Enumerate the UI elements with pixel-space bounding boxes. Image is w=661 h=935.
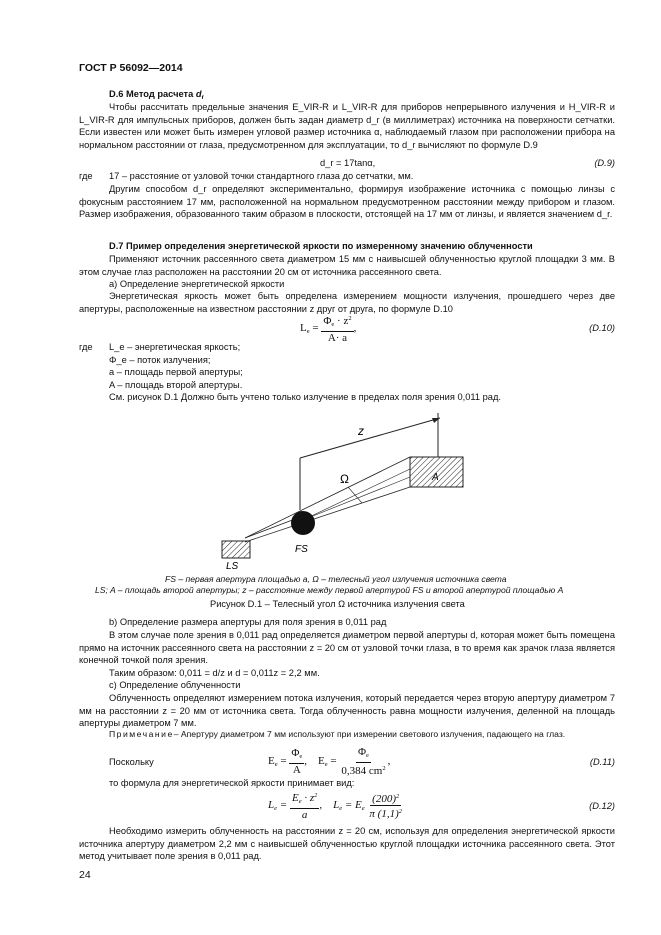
d6-formula: d_r = 17tanα, — [320, 158, 376, 168]
where-label: где — [79, 171, 93, 181]
section-title-sub: r — [201, 94, 205, 101]
figure-legend-1: FS – первая апертура площадью a, Ω – телесный угол излучения источника света — [165, 574, 507, 584]
ray-mid1 — [303, 469, 410, 520]
section-d7-title: D.7 Пример определения энергетической яркости по измеренному значению облученности — [109, 241, 533, 251]
d6-formula-number: (D.9) — [594, 158, 615, 168]
where-item: Φ_e – поток излучения; — [109, 354, 211, 365]
final-paragraph: Необходимо измерить облученность на расстоянии z = 20 см, используя для определения энергетической яркости источника апертуру диаметром 2,2 мм с наивысшей облученностью круглой площадки источника рассеянного света. Этот метод учитывает поле зрения в 0,011 рад. — [79, 826, 615, 862]
d7-paragraph-1: Применяют источник рассеянного света диаметром 15 мм с наивысшей облученностью круглой площадки 3 мм. В этом случае глаз расположен на расстоянии 20 см от источника рассеянного света. — [79, 254, 615, 277]
b-heading: b) Определение размера апертуры для поля зрения в 0,011 рад — [109, 617, 387, 627]
formula-d11: $E_e$ = $\frac{\Phi_e}{A}$ , $E_e$ = $\frac{\Phi_e}{0,384 cm^2}$ , — [268, 746, 391, 777]
first-aperture-FS — [291, 511, 315, 535]
LS-label: LS — [226, 561, 239, 572]
formula-d12: $L_e$ = $\frac{E_e \cdot z^2}{a}$ , $L_e = E_e$ $\frac{(200)^2}{\pi (1,1)^2}$ — [268, 792, 403, 821]
figure-legend-2: LS; A – площадь второй апертуры; z – расстояние между первой апертурой FS и второй апертурой площадью A — [95, 585, 564, 595]
document-header: ГОСТ Р 56092—2014 — [79, 62, 183, 74]
d6-paragraph-2: Другим способом d_r определяют экспериментально, формируя изображение источника с помощью линзы с фокусным расстоянием 17 мм, расположенной на нормальном предусмотренном расстоянии между прибором и глазом. Размер изображения, образованного таким образом в плоскости, отстоящей на 17 мм от линзы, и является значением d_r. — [79, 184, 615, 220]
section-title-text: D.6 Метод расчета — [109, 89, 194, 99]
note-text: – Апертуру диаметром 7 мм используют при измерении светового излучения, падающего на глаз. — [173, 729, 566, 739]
where-text: 17 – расстояние от узловой точки стандартного глаза до сетчатки, мм. — [109, 171, 414, 181]
d6-paragraph-1: Чтобы рассчитать предельные значения E_VIR-R и L_VIR-R для приборов непрерывного излучения и H_VIR-R и L_VIR-R для импульсных приборов, должен быть задан диаметр d_r (в миллиметрах) источника на поверхности сетчатки. Если известен или может быть измерен угловой размер источника α, наблюдаемый глазом при расположении прибора на нормальном расстоянии от глаза, предусмотренном для эксплуатации, то d_r вычисляют по формуле D.9 — [79, 102, 615, 150]
c-text: Облученность определяют измерением потока излучения, который передается через вторую апертуру диаметром 7 мм на расстоянии z = 20 мм от источника света. Тогда облученность равна мощности излучения, деленной на площадь апертуры диаметром 7 мм. — [79, 693, 615, 729]
a-heading: а) Определение энергетической яркости — [109, 279, 285, 289]
eq11-lead: Поскольку — [109, 757, 154, 767]
FS-label: FS — [295, 544, 308, 555]
z-label: z — [358, 424, 364, 438]
formula-d10: $L_e$ = $\frac{\Phi_e \cdot z^2}{A\cdot a}$ , — [300, 315, 357, 344]
section-title-var: d — [195, 89, 202, 99]
note — [109, 728, 565, 741]
where-item: L_e – энергетическая яркость; — [109, 342, 241, 352]
a-text: Энергетическая яркость может быть определена измерением мощности излучения, прошедшего через две апертуры, расположенные на известном расстоянии z друг от друга, по формуле D.10 — [79, 291, 615, 314]
eq12-lead: то формула для энергетической яркости принимает вид: — [109, 778, 355, 788]
c-heading: с) Определение облученности — [109, 680, 241, 690]
light-source-LS — [222, 541, 250, 558]
formula-d11-number: (D.11) — [589, 757, 615, 767]
note-label: Примечание — [109, 729, 174, 739]
formula-d10-number: (D.10) — [589, 323, 615, 333]
formula-d12-number: (D.12) — [589, 801, 615, 811]
where-item: A – площадь второй апертуры. — [109, 379, 243, 390]
see-figure-text: См. рисунок D.1 Должно быть учтено только излучение в пределах поля зрения 0,011 рад. — [109, 392, 501, 402]
where-item: a – площадь первой апертуры; — [109, 367, 243, 378]
figure-caption: Рисунок D.1 – Телесный угол Ω источника излучения света — [210, 599, 465, 609]
omega-pointer — [348, 487, 362, 503]
page-number: 24 — [79, 869, 91, 881]
b-calc: Таким образом: 0,011 = d/z и d = 0,011z = 2,2 мм. — [109, 668, 320, 678]
where-label-d7: где — [79, 342, 93, 352]
ray-bottom — [245, 487, 410, 542]
where-list — [109, 341, 243, 391]
A-label: A — [432, 472, 439, 483]
omega-label: Ω — [340, 472, 349, 486]
ray-top — [245, 457, 410, 538]
z-arrow-line — [300, 418, 440, 458]
b-text: В этом случае поле зрения в 0,011 рад определяется диаметром первой апертуры d, которая может быть помещена прямо на источник рассеянного света на расстоянии z = 20 см от узловой точки глаза, в то время как зрачок глаза является конечной точкой поля зрения. — [79, 630, 615, 666]
z-arrowhead — [432, 418, 440, 423]
